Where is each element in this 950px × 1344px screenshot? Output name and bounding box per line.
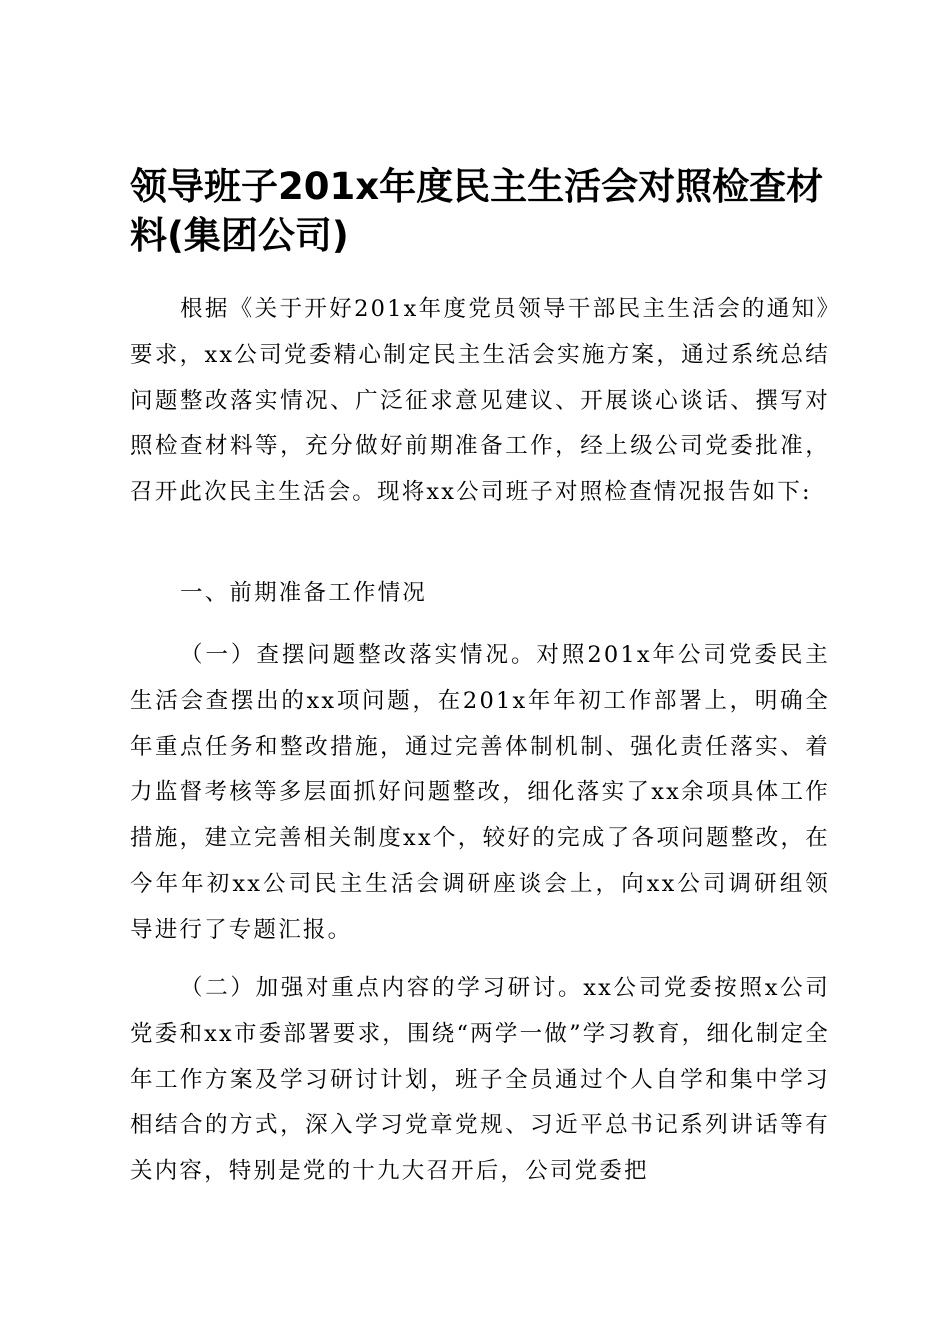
intro-paragraph: 根据《关于开好201x年度党员领导干部民主生活会的通知》要求，xx公司党委精心制定民主生活会实施方案，通过系统总结问题整改落实情况、广泛征求意见建议、开展谈心谈话、撰写对照检查材料等，充分做好前期准备工作，经上级公司党委批准，召开此次民主生活会。现将xx公司班子对照检查情况报告如下: <box>130 296 830 506</box>
document-title: 领导班子201x年度民主生活会对照检查材料(集团公司) <box>130 165 824 257</box>
subsection-paragraph-2: （二）加强对重点内容的学习研讨。xx公司党委按照x公司党委和xx市委部署要求，围绕“两学一做”学习教育，细化制定全年工作方案及学习研讨计划，班子全员通过个人自学和集中学习相结合的方式，深入学习党章党规、习近平总书记系列讲话等有关内容，特别是党的十九大召开后，公司党委把 <box>130 975 830 1185</box>
subsection-paragraph-1: （一）查摆问题整改落实情况。对照201x年公司党委民主生活会查摆出的xx项问题，在201x年年初工作部署上，明确全年重点任务和整改措施，通过完善体制机制、强化责任落实、着力监督考核等多层面抓好问题整改，细化落实了xx余项具体工作措施，建立完善相关制度xx个，较好的完成了各项问题整改，在今年年初xx公司民主生活会调研座谈会上，向xx公司调研组领导进行了专题汇报。 <box>130 642 830 943</box>
section-heading: 一、前期准备工作情况 <box>180 580 428 606</box>
